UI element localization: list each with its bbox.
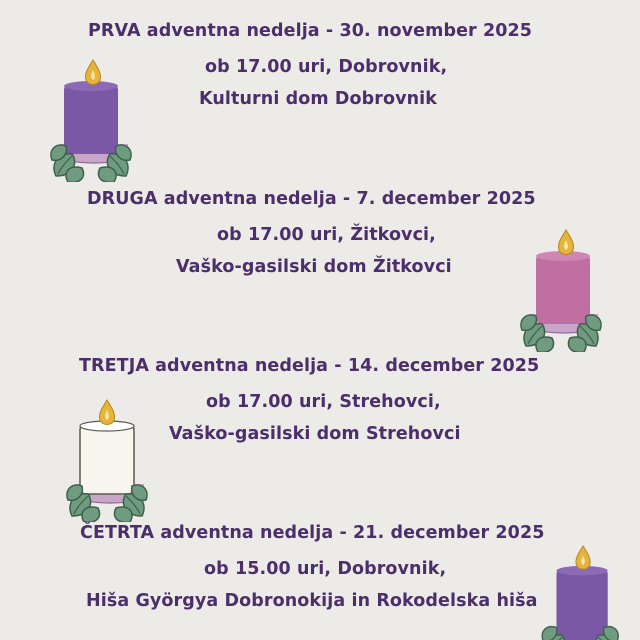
event-venue: Hiša Györgya Dobronokija in Rokodelska hiša bbox=[86, 591, 538, 611]
event-heading: DRUGA adventna nedelja - 7. december 2025 bbox=[87, 189, 536, 209]
event-venue: Vaško-gasilski dom Strehovci bbox=[169, 424, 461, 444]
event-venue: Vaško-gasilski dom Žitkovci bbox=[176, 257, 452, 277]
event-heading: ČETRTA adventna nedelja - 21. december 2025 bbox=[80, 523, 545, 543]
purple-candle-icon bbox=[528, 544, 640, 640]
event-heading: PRVA adventna nedelja - 30. november 2025 bbox=[88, 21, 533, 41]
event-heading: TRETJA adventna nedelja - 14. december 2025 bbox=[79, 356, 540, 376]
purple-candle-icon bbox=[36, 58, 154, 182]
white-candle-icon bbox=[52, 398, 170, 522]
event-time-place: ob 15.00 uri, Dobrovnik, bbox=[204, 559, 447, 579]
event-time-place: ob 17.00 uri, Žitkovci, bbox=[217, 225, 436, 245]
event-venue: Kulturni dom Dobrovnik bbox=[199, 89, 438, 109]
event-time-place: ob 17.00 uri, Strehovci, bbox=[206, 392, 441, 412]
event-time-place: ob 17.00 uri, Dobrovnik, bbox=[205, 57, 448, 77]
pink-candle-icon bbox=[506, 228, 624, 352]
